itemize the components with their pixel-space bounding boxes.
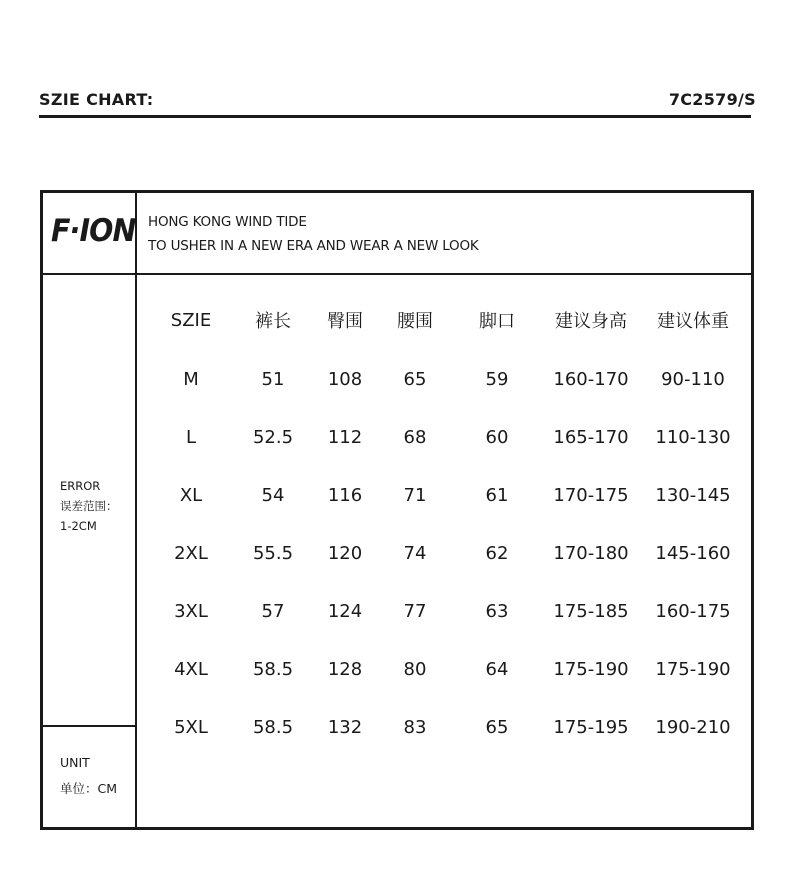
error-label: ERROR <box>60 479 101 493</box>
table-cell: 68 <box>403 426 427 448</box>
table-cell: 58.5 <box>252 716 294 738</box>
table-cell: 62 <box>485 542 509 564</box>
table-cell: 108 <box>327 368 363 390</box>
table-cell: 52.5 <box>252 426 294 448</box>
table-cell: 57 <box>261 600 285 622</box>
table-cell: 5XL <box>174 716 208 738</box>
table-cell: 160-175 <box>655 600 731 622</box>
table-cell: 130-145 <box>655 484 731 506</box>
table-cell: L <box>185 426 197 448</box>
table-row <box>147 350 747 408</box>
size-chart-frame <box>40 190 754 830</box>
table-cell: 74 <box>403 542 427 564</box>
unit-divider <box>43 725 135 727</box>
table-cell: M <box>183 368 199 390</box>
table-cell: 3XL <box>174 600 208 622</box>
table-cell: 175-195 <box>553 716 629 738</box>
table-cell: 170-175 <box>553 484 629 506</box>
brand-tagline <box>148 210 479 258</box>
error-label-cn: 误差范围： <box>60 499 118 513</box>
table-cell: 175-190 <box>655 658 731 680</box>
table-cell: 77 <box>403 600 427 622</box>
table-row <box>147 698 747 756</box>
header-divider <box>39 115 751 118</box>
table-row <box>147 408 747 466</box>
unit-note <box>60 750 117 802</box>
column-header: 脚口 <box>479 311 515 332</box>
tagline-line-1: HONG KONG WIND TIDE <box>148 214 307 230</box>
table-cell: 80 <box>403 658 427 680</box>
table-cell: 170-180 <box>553 542 629 564</box>
brand-logo: F·ION <box>51 213 136 249</box>
column-header: 腰围 <box>397 311 433 332</box>
table-row <box>147 582 747 640</box>
size-table <box>147 290 747 756</box>
column-header: 臀围 <box>327 311 363 332</box>
table-cell: 190-210 <box>655 716 731 738</box>
chart-title: SZIE CHART: <box>39 90 154 109</box>
column-header: SZIE <box>170 309 212 331</box>
table-cell: 116 <box>327 484 363 506</box>
table-cell: 112 <box>327 426 363 448</box>
table-cell: 4XL <box>174 658 208 680</box>
table-cell: 51 <box>261 368 285 390</box>
table-cell: 165-170 <box>553 426 629 448</box>
table-cell: 54 <box>261 484 285 506</box>
table-cell: 63 <box>485 600 509 622</box>
table-row <box>147 466 747 524</box>
table-cell: 83 <box>403 716 427 738</box>
table-cell: 110-130 <box>655 426 731 448</box>
table-cell: 120 <box>327 542 363 564</box>
table-cell: XL <box>179 484 203 506</box>
table-cell: 145-160 <box>655 542 731 564</box>
table-cell: 71 <box>403 484 427 506</box>
product-code: 7C2579/S <box>668 90 756 109</box>
error-range: 1-2CM <box>60 519 97 533</box>
column-header: 建议体重 <box>657 311 729 332</box>
column-header: 裤长 <box>255 311 291 332</box>
table-cell: 60 <box>485 426 509 448</box>
unit-label-cn: 单位：CM <box>60 781 118 796</box>
table-cell: 160-170 <box>553 368 629 390</box>
table-header-row <box>147 290 747 350</box>
table-cell: 132 <box>327 716 363 738</box>
table-cell: 65 <box>485 716 509 738</box>
tagline-line-2: TO USHER IN A NEW ERA AND WEAR A NEW LOOK <box>148 238 479 254</box>
table-cell: 64 <box>485 658 509 680</box>
table-cell: 59 <box>485 368 509 390</box>
table-cell: 55.5 <box>252 542 294 564</box>
unit-label: UNIT <box>60 755 90 770</box>
column-header: 建议身高 <box>555 311 627 332</box>
table-cell: 90-110 <box>661 368 725 390</box>
table-cell: 128 <box>327 658 363 680</box>
table-cell: 2XL <box>174 542 208 564</box>
table-cell: 61 <box>485 484 509 506</box>
table-cell: 175-190 <box>553 658 629 680</box>
table-cell: 65 <box>403 368 427 390</box>
vertical-divider <box>135 193 137 827</box>
table-cell: 124 <box>327 600 363 622</box>
table-row <box>147 524 747 582</box>
error-note <box>60 476 118 536</box>
table-cell: 175-185 <box>553 600 629 622</box>
table-cell: 58.5 <box>252 658 294 680</box>
table-row <box>147 640 747 698</box>
top-divider <box>43 273 751 275</box>
